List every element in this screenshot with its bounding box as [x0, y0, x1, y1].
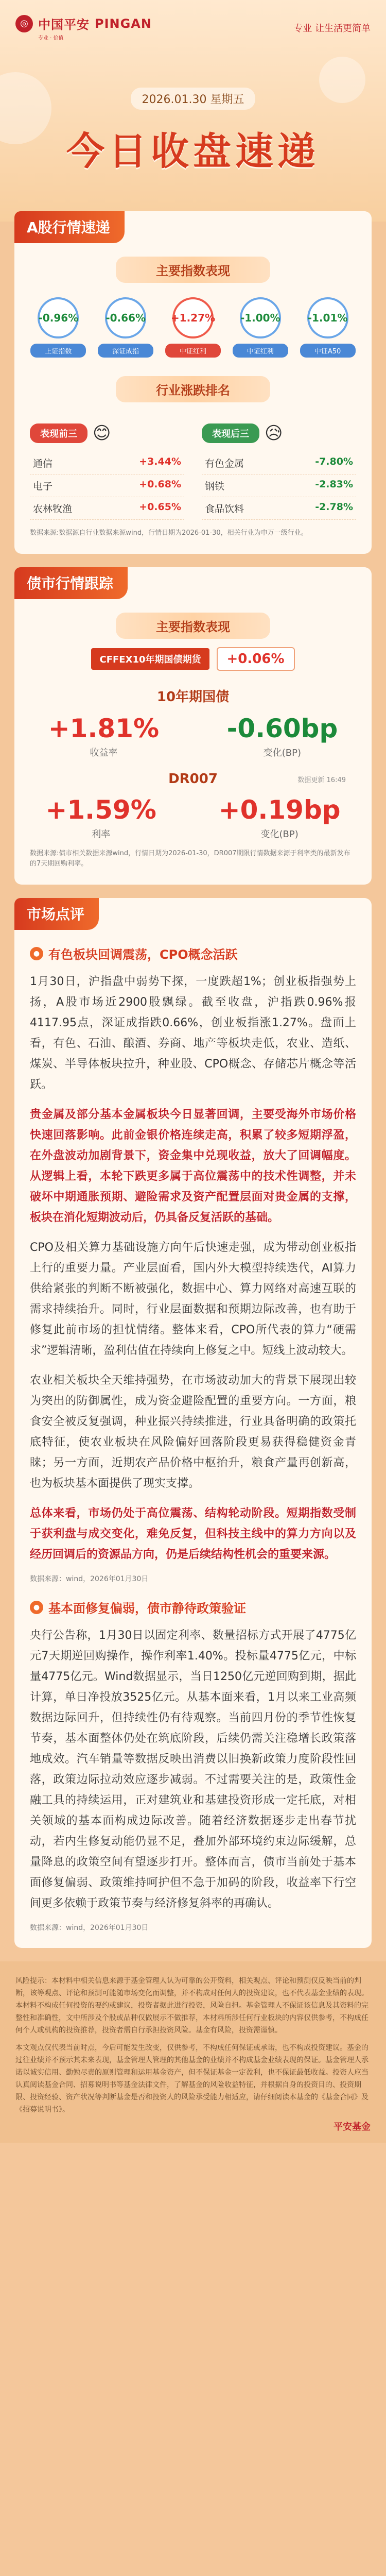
top-three-list: [30, 452, 184, 520]
brand-sub: 专业 · 价值: [38, 36, 64, 41]
top-bar: [0, 0, 386, 41]
risk-disclaimer: 风险提示：本材料中相关信息来源于基金管理人认为可靠的公开资料，相关观点、评论和预测仅反映当前的判断，该等观点、评论和预测可能随市场变化而调整，并不构成对任何人的投资建议，也不代表基金业绩的表现。本材料不构成任何投资的要约或建议，投资者据此进行投资，风险自担。基金管理人不保证该信息及其资料的完整性和准确性，文中所涉及个股或品种仅做展示不做推荐，本材料所涉任何行业板块的内容仅供参考，不构成任何个人或机构的投资推荐，投资者需自行承担投资风险。基金有风险，投资需谨慎。: [15, 1977, 369, 2035]
index-name: 中证红利: [233, 344, 288, 358]
commentary-section: [14, 898, 372, 1948]
a-share-section: [14, 211, 372, 554]
yield-value: +1.81%: [48, 714, 160, 743]
industry-name: 钢铁: [205, 481, 225, 492]
bond-note: 数据来源:债市相关数据来源wind，行情日期为2026-01-30，DR007期限行情数据来源于利率类的最新发布的7天期回购利率。: [30, 850, 350, 868]
industry-name: 通信: [33, 458, 53, 469]
index-value: +1.27%: [172, 297, 214, 338]
bullet-icon: ●: [30, 1601, 43, 1614]
brand-logo: [15, 14, 152, 32]
index-value: -0.96%: [38, 297, 79, 338]
date-pill: 2026.01.30 星期五: [131, 88, 256, 110]
dr-change-caption: 变化(BP): [260, 829, 299, 840]
footer-brand: 平安基金: [334, 2122, 371, 2132]
indices-title: 主要指数表现: [116, 257, 270, 283]
dr-rate-caption: 利率: [92, 829, 111, 840]
a-share-note: 数据来源:数据源自行业数据来源wind，行情日期为2026-01-30，相关行业为申万一级行业。: [30, 529, 308, 537]
industry-ranking: [14, 402, 372, 520]
yield-caption: 收益率: [90, 748, 118, 758]
commentary-subtitle-2: [14, 1584, 372, 1616]
index-name: 中证A50: [300, 344, 356, 358]
index-name: 上证指数: [30, 344, 86, 358]
industry-change: -7.80%: [315, 456, 353, 467]
index-item: [30, 297, 86, 358]
bottom-three-list: [202, 452, 356, 520]
list-item: [30, 497, 184, 520]
page-title: 今日收盘速递: [66, 129, 320, 174]
commentary-section-title: 市场点评: [14, 898, 99, 930]
industry-change: -2.83%: [315, 479, 353, 490]
indices-list: [14, 283, 372, 358]
dr-change-value: +0.19bp: [218, 795, 341, 825]
industry-change: -2.78%: [315, 501, 353, 513]
cfex-bar: [59, 647, 327, 671]
paragraph: 1月30日，沪指盘中弱势下探，一度跌超1%；创业板指强势上扬，A股市场近2900股飘绿。截至收盘，沪指跌0.96%报4117.95点，深证成指跌0.66%，创业板指涨1.27%。盘面上看，有色、石油、酿酒、券商、地产等板块走低，农业、造纸、煤炭、半导体板块拉升，种业股、CPO概念、存储芯片概念等活跃。: [30, 975, 356, 1091]
dr007-title: DR007: [168, 771, 218, 787]
treasury-title: 10年期国债: [156, 689, 230, 705]
decor-circle: [319, 57, 365, 103]
footer: [0, 1961, 386, 2143]
index-name: 中证红利: [165, 344, 221, 358]
risk-disclaimer-2: 本文观点仅代表当前时点，今后可能发生改变，仅供参考，不构成任何保证或承诺，也不构成投资建议。基金的过往业绩并不预示其未来表现，基金管理人管理的其他基金的业绩并不构成基金业绩表现的保证。基金管理人承诺以诚实信用、勤勉尽责的原则管理和运用基金资产，但不保证基金一定盈利，也不保证最低收益。投资人应当认真阅读基金合同、招募说明书等基金法律文件，了解基金的风险收益特征，并根据自身的投资目的、投资期限、投资经验、资产状况等判断基金是否和投资人的风险承受能力相适应，请仔细阅读本基金的《基金合同》及《招募说明书》。: [15, 2044, 369, 2114]
industry-change: +0.68%: [139, 479, 181, 490]
subtitle-text: 基本面修复偏弱，债市静待政策验证: [48, 1601, 246, 1616]
dr-rate-block: [45, 795, 156, 840]
bottom-three-label: 表现后三: [202, 423, 259, 443]
hero-header: [0, 0, 386, 222]
index-value: -0.66%: [105, 297, 146, 338]
list-item: [202, 474, 356, 497]
industry-tags: [30, 423, 356, 444]
change-caption: 变化(BP): [263, 748, 302, 758]
slogan: 专业 让生活更简单: [293, 23, 371, 34]
industry-name: 有色金属: [205, 458, 244, 469]
brand-block: [15, 14, 152, 41]
list-item: [30, 474, 184, 497]
paragraph: 央行公告称，1月30日以固定利率、数量招标方式开展了4775亿元7天期逆回购操作，操作利率1.40%。投标量4775亿元，中标量4775亿元。Wind数据显示，当日1250亿元逆回购到期，据此计算，单日净投放3525亿元。从基本面来看，1月以来工业高频数据边际回升，但持续性仍有待观察。当前四月份的季节性恢复节奏，基本面整体仍处在筑底阶段，后续仍需关注稳增长政策落地成效。汽车销量等数据反映出消费以旧换新政策力度阶段性回落，政策边际拉动效应逐步减弱。不过需要关注的是，政策性金融工具的持续运用，正对建筑业和基建投资形成一定托底，对相关领域的基本面构成边际改善。随着经济数据逐步走出春节扰动，若内生修复动能仍显不足，叠加外部环境约束边际缓解，总量降息的政策空间有望逐步打开。整体而言，债市当前处于基本面修复偏弱、政策维持呵护但不急于加码的阶段，收益率下行空间更多依赖于政策节奏与经济修复斜率的再确认。: [30, 1629, 356, 1910]
dr007-header: [14, 771, 372, 787]
pingan-logo-icon: ◎: [15, 15, 33, 32]
change-value: -0.60bp: [226, 714, 338, 743]
industry-name: 食品饮料: [205, 503, 244, 515]
bond-section: [14, 567, 372, 885]
top-three-label: 表现前三: [30, 423, 87, 443]
cfex-value: +0.06%: [217, 647, 295, 671]
bond-section-title: 债市行情跟踪: [14, 567, 128, 599]
a-share-section-title: A股行情速递: [14, 211, 125, 243]
index-value: -1.00%: [240, 297, 281, 338]
index-item: [98, 297, 153, 358]
sad-face-icon: 😥: [265, 423, 283, 444]
index-item: [300, 297, 356, 358]
cfex-label: CFFEX10年期国债期货: [91, 648, 209, 670]
source-note: 数据来源：wind，2026年01月30日: [30, 1575, 149, 1583]
paragraph-bold: 贵金属及部分基本金属板块今日显著回调，主要受海外市场价格快速回落影响。此前金银价格连续走高，积累了较多短期浮盈，在外盘波动加剧背景下，资金集中兑现收益，放大了回调幅度。从逻辑上看，本轮下跌更多属于高位震荡中的技术性调整，并未破坏中期通胀预期、避险需求及资产配置层面对贵金属的支撑，板块在消化短期波动后，仍具备反复活跃的基础。: [30, 1108, 356, 1224]
top-three-tag: [30, 423, 184, 444]
paragraph-bold: 总体来看，市场仍处于高位震荡、结构轮动阶段。短期指数受制于获利盘与成交变化，难免反复，但科技主线中的算力方向以及经历回调后的资源品方向，仍是后续结构性机会的重要来源。: [30, 1507, 356, 1561]
subtitle-text: 有色板块回调震荡，CPO概念活跃: [48, 947, 238, 962]
happy-face-icon: 😊: [93, 423, 111, 444]
index-item: [165, 297, 221, 358]
paragraph-emphasis: [14, 1095, 372, 1228]
dr007-time: 数据更新 16:49: [297, 776, 346, 784]
industry-change: +3.44%: [139, 456, 181, 467]
industry-title: 行业涨跌排名: [116, 376, 270, 402]
bullet-icon: ●: [30, 947, 43, 960]
list-item: [30, 452, 184, 474]
index-item: [233, 297, 288, 358]
dr007-values: [14, 795, 372, 840]
commentary-subtitle-1: [14, 930, 372, 962]
bottom-three-tag: [202, 423, 356, 444]
list-item: [202, 452, 356, 474]
paragraph-emphasis: [14, 1494, 372, 1565]
treasury-values: [14, 714, 372, 759]
dr-rate-value: +1.59%: [45, 795, 156, 825]
industry-rows: [30, 452, 356, 520]
source-note: 数据来源：wind，2026年01月30日: [30, 1924, 149, 1932]
industry-name: 农林牧渔: [33, 503, 73, 515]
bond-indices-title: 主要指数表现: [116, 613, 270, 639]
list-item: [202, 497, 356, 520]
index-name: 深证成指: [98, 344, 153, 358]
brand-en: PINGAN: [95, 16, 152, 31]
brand-cn: 中国平安: [38, 18, 90, 32]
paragraph: 农业相关板块全天维持强势，在市场波动加大的背景下展现出较为突出的防御属性，成为资金避险配置的重要方向。一方面，粮食安全被反复强调，种业振兴持续推进，行业具备明确的政策托底特征，使农业板块在风险偏好回落阶段更易获得稳健资金青睐；另一方面，近期农产品价格中枢抬升，粮食产量再创新高，也为板块基本面提供了现实支撑。: [30, 1374, 356, 1490]
change-block: [227, 714, 338, 759]
industry-change: +0.65%: [139, 501, 181, 513]
industry-name: 电子: [33, 481, 53, 492]
paragraph: CPO及相关算力基础设施方向午后快速走强，成为带动创业板指上行的重要力量。产业层面看，国内外大模型持续迭代，AI算力供给紧张的判断不断被强化，数据中心、算力网络对高速互联的需求持续抬升。同时，行业层面数据和预期边际改善，也有助于修复此前市场的担忧情绪。整体来看，CPO所代表的算力“硬需求”逻辑清晰，盈利估值在持续向上修复之中。短线上波动较大。: [30, 1241, 356, 1357]
index-value: -1.01%: [307, 297, 348, 338]
yield-block: [48, 714, 159, 759]
dr-change-block: [219, 795, 341, 840]
